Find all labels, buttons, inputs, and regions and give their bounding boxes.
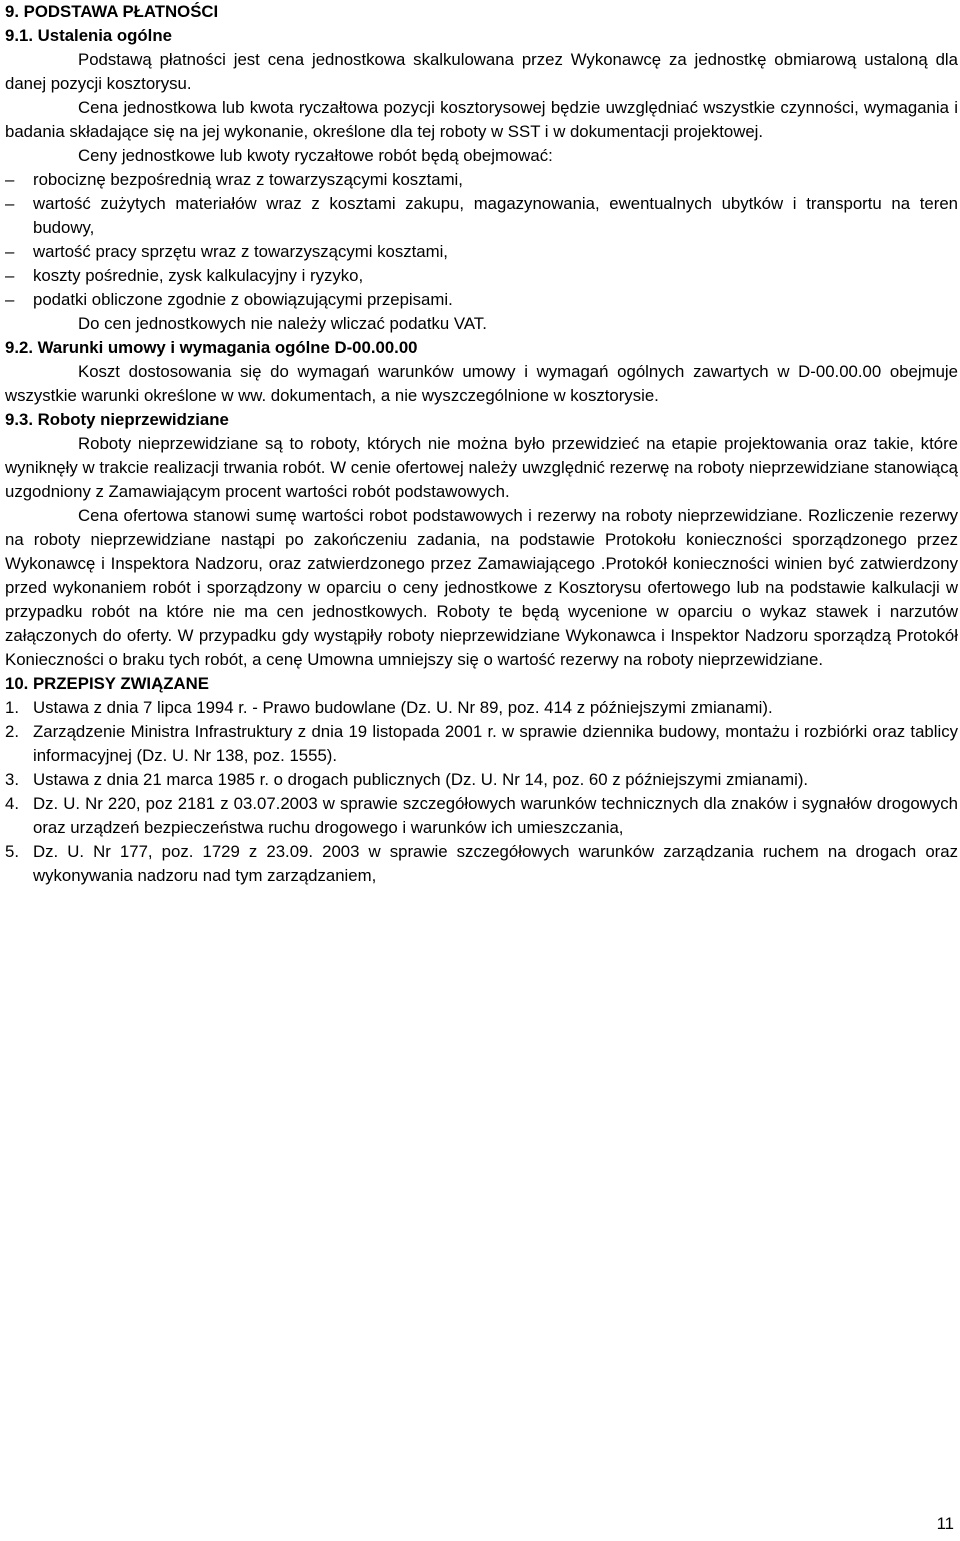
dash-item-text: podatki obliczone zgodnie z obowiązującymi przepisami. <box>33 290 453 309</box>
section-9-3-title <box>5 408 958 432</box>
regulation-item <box>5 792 958 840</box>
dash-marker: – <box>5 290 15 309</box>
regulation-text: Ustawa z dnia 7 lipca 1994 r. - Prawo budowlane (Dz. U. Nr 89, poz. 414 z późniejszymi zmianami). <box>33 698 773 717</box>
regulation-item <box>5 840 958 888</box>
regulation-number: 1. <box>5 698 19 717</box>
dash-item-text: koszty pośrednie, zysk kalkulacyjny i ryzyko, <box>33 266 364 285</box>
dash-item-text: wartość pracy sprzętu wraz z towarzyszącymi kosztami, <box>33 242 448 261</box>
regulation-item <box>5 720 958 768</box>
dash-list-item <box>5 240 958 264</box>
dash-list-item <box>5 288 958 312</box>
document-page <box>5 0 958 888</box>
regulation-item <box>5 768 958 792</box>
dash-list-item <box>5 168 958 192</box>
regulation-item <box>5 696 958 720</box>
regulation-number: 3. <box>5 770 19 789</box>
section-9-3-number: 9.3. <box>5 410 33 429</box>
dash-marker: – <box>5 170 15 189</box>
regulation-text: Dz. U. Nr 177, poz. 1729 z 23.09. 2003 w sprawie szczegółowych warunków zarządzania ruchem na drogach oraz wykonywania nadzoru nad tym zarządzaniem, <box>33 842 958 885</box>
section-9-3-text: Roboty nieprzewidziane <box>37 410 229 429</box>
s9-3-paragraph-2: Cena ofertowa stanowi sumę wartości robot podstawowych i rezerwy na roboty nieprzewidziane. Rozliczenie rezerwy na roboty nieprzewidziane nastąpi po zakończeniu zadania, na podstawie Protokołu konieczności sporządzonego przez Wykonawcę i Inspektora Nadzoru, oraz zatwierdzonego przez Zamawiającego .Protokół konieczności winien być zatwierdzony przed wykonaniem robót i sporządzony w oparciu o ceny jednostkowe z Kosztorysu ofertowego lub na podstawie kalkulacji w przypadku robót na które nie ma cen jednostkowych. Roboty te będą wycenione w oparciu o wykaz stawek i narzutów załączonych do oferty. W przypadku gdy wystąpiły roboty nieprzewidziane Wykonawca i Inspektor Nadzoru sporządzą Protokół Konieczności o braku tych robót, a cenę Umowna umniejszy się o wartość rezerwy na roboty nieprzewidziane. <box>5 506 958 669</box>
regulation-number: 2. <box>5 722 19 741</box>
section-9-1-title: 9.1. Ustalenia ogólne <box>5 26 172 45</box>
page-number: 11 <box>936 1514 954 1533</box>
section-9-2-title: 9.2. Warunki umowy i wymagania ogólne D-00.00.00 <box>5 338 418 357</box>
dash-marker: – <box>5 194 15 213</box>
section-10-title: 10. PRZEPISY ZWIĄZANE <box>5 674 209 693</box>
s9-1-paragraph-1: Podstawą płatności jest cena jednostkowa skalkulowana przez Wykonawcę za jednostkę obmiarową ustaloną dla danej pozycji kosztorysu. <box>5 50 958 93</box>
dash-item-text: wartość zużytych materiałów wraz z kosztami zakupu, magazynowania, ewentualnych ubytków i transportu na teren budowy, <box>33 194 958 237</box>
dash-list-item <box>5 264 958 288</box>
dash-marker: – <box>5 242 15 261</box>
dash-marker: – <box>5 266 15 285</box>
dash-item-text: robociznę bezpośrednią wraz z towarzyszącymi kosztami, <box>33 170 463 189</box>
s9-1-paragraph-3: Ceny jednostkowe lub kwoty ryczałtowe robót będą obejmować: <box>78 146 553 165</box>
s9-3-paragraph-1: Roboty nieprzewidziane są to roboty, których nie można było przewidzieć na etapie projektowania oraz takie, które wyniknęły w trakcie realizacji trwania robót. W cenie ofertowej należy uwzględnić rezerwę na roboty nieprzewidziane stanowiącą uzgodniony z Zamawiającym procent wartości robót podstawowych. <box>5 434 958 501</box>
regulation-text: Ustawa z dnia 21 marca 1985 r. o drogach publicznych (Dz. U. Nr 14, poz. 60 z późniejszymi zmianami). <box>33 770 809 789</box>
s9-1-paragraph-4: Do cen jednostkowych nie należy wliczać podatku VAT. <box>78 314 487 333</box>
regulation-text: Dz. U. Nr 220, poz 2181 z 03.07.2003 w sprawie szczegółowych warunków technicznych dla znaków i sygnałów drogowych oraz urządzeń bezpieczeństwa ruchu drogowego i warunków ich umieszczania, <box>33 794 958 837</box>
regulation-number: 4. <box>5 794 19 813</box>
regulation-number: 5. <box>5 842 19 861</box>
dash-list-item <box>5 192 958 240</box>
regulation-text: Zarządzenie Ministra Infrastruktury z dnia 19 listopada 2001 r. w sprawie dziennika budowy, montażu i rozbiórki oraz tablicy informacyjnej (Dz. U. Nr 138, poz. 1555). <box>33 722 958 765</box>
regulations-list <box>5 696 958 888</box>
section-9-title: 9. PODSTAWA PŁATNOŚCI <box>5 2 219 21</box>
s9-1-paragraph-2: Cena jednostkowa lub kwota ryczałtowa pozycji kosztorysowej będzie uwzględniać wszystkie czynności, wymagania i badania składające się na jej wykonanie, określone dla tej roboty w SST i w dokumentacji projektowej. <box>5 98 958 141</box>
s9-2-paragraph-1: Koszt dostosowania się do wymagań warunków umowy i wymagań ogólnych zawartych w D-00.00.00 obejmuje wszystkie warunki określone w ww. dokumentach, a nie wyszczególnione w kosztorysie. <box>5 362 958 405</box>
